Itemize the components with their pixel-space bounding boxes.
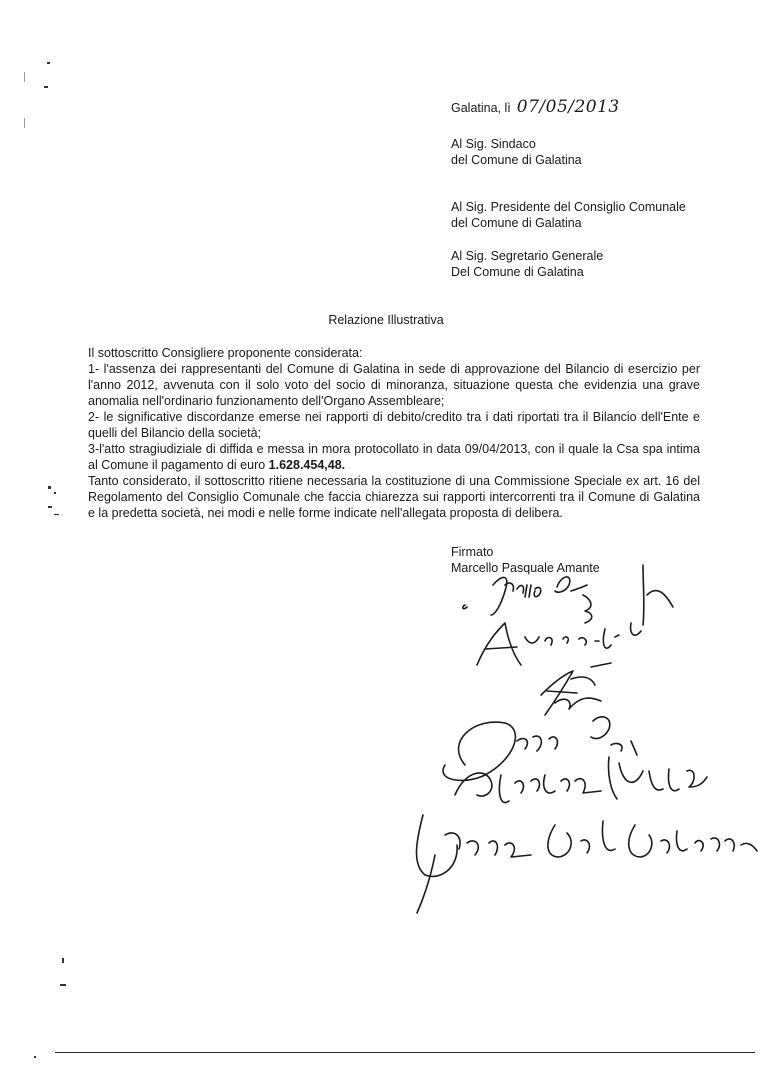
scan-mark [44, 86, 48, 88]
recipient-line: Al Sig. Sindaco [451, 137, 536, 151]
bottom-rule [55, 1052, 755, 1053]
amount-value: 1.628.454,48. [268, 458, 346, 472]
document-body [88, 345, 700, 521]
recipient-line: Al Sig. Segretario Generale [451, 249, 604, 263]
recipient-line: del Comune di Galatina [451, 216, 582, 230]
scan-mark [48, 486, 51, 489]
recipient-line: Del Comune di Galatina [451, 265, 584, 279]
signature-stroke [643, 565, 673, 625]
scan-mark [48, 506, 52, 508]
body-item-3 [88, 441, 700, 473]
scan-mark [54, 514, 59, 515]
signature-stroke [629, 825, 757, 857]
scan-mark [24, 118, 25, 128]
document-title: Relazione Illustrativa [328, 313, 444, 327]
signature-stroke [548, 821, 615, 857]
signature-stroke [591, 663, 611, 667]
recipient-block [451, 248, 751, 280]
recipient-line: Al Sig. Presidente del Consiglio Comunale [451, 200, 686, 214]
signature-stroke [463, 605, 467, 609]
scan-mark [24, 72, 25, 82]
handwritten-signatures [405, 545, 765, 925]
signature-stroke [541, 671, 601, 715]
scan-mark [34, 1056, 36, 1058]
scan-mark [62, 958, 64, 963]
body-item-1: 1- l'assenza dei rappresentanti del Comune di Galatina in sede di approvazione del Bilancio di esercizio per l'anno 2012, avvenuta con il solo voto del socio di minoranza, situazione questa che evidenzia una grave anomalia nell'ordinario funzionamento dell'Organo Assembleare; [88, 362, 700, 408]
body-item-2: 2- le significative discordanze emerse nei rapporti di debito/credito tra i dati riportati tra il Bilancio dell'Ente e quelli del Bilancio della società; [88, 410, 700, 440]
signature-stroke [417, 855, 435, 913]
recipient-line: del Comune di Galatina [451, 153, 582, 167]
signature-label: Firmato [451, 545, 494, 559]
scan-mark [54, 492, 56, 494]
signature-name: Marcello Pasquale Amante [451, 561, 600, 575]
signature-stroke [417, 815, 532, 876]
signature-stroke [477, 623, 641, 665]
signature-stroke [491, 577, 541, 615]
signature-stroke [555, 577, 587, 592]
recipient-block [451, 199, 751, 231]
body-conclusion: Tanto considerato, il sottoscritto ritiene necessaria la costituzione di una Commissione Speciale ex art. 16 del Regolamento del Consiglio Comunale che faccia chiarezza sui rapporti intercorrenti tra il Comune di Galatina e la predetta società, nei modi e nelle forme indicate nell'allegata proposta di delibera. [88, 474, 700, 520]
body-item-3-text: 3-l'atto stragiudiziale di diffida e messa in mora protocollato in data 09/04/2013, con il quale la Csa spa intima al Comune il pagamento di euro [88, 442, 700, 472]
signature-stroke [455, 757, 707, 803]
handwritten-date: 07/05/2013 [516, 97, 620, 117]
date-line [451, 99, 751, 116]
scan-mark [60, 984, 66, 986]
body-intro: Il sottoscritto Consigliere proponente considerata: [88, 346, 363, 360]
place-label: Galatina, lì [451, 101, 511, 115]
recipient-block [451, 136, 751, 168]
signature-stroke [583, 595, 592, 623]
scan-mark [47, 62, 50, 64]
